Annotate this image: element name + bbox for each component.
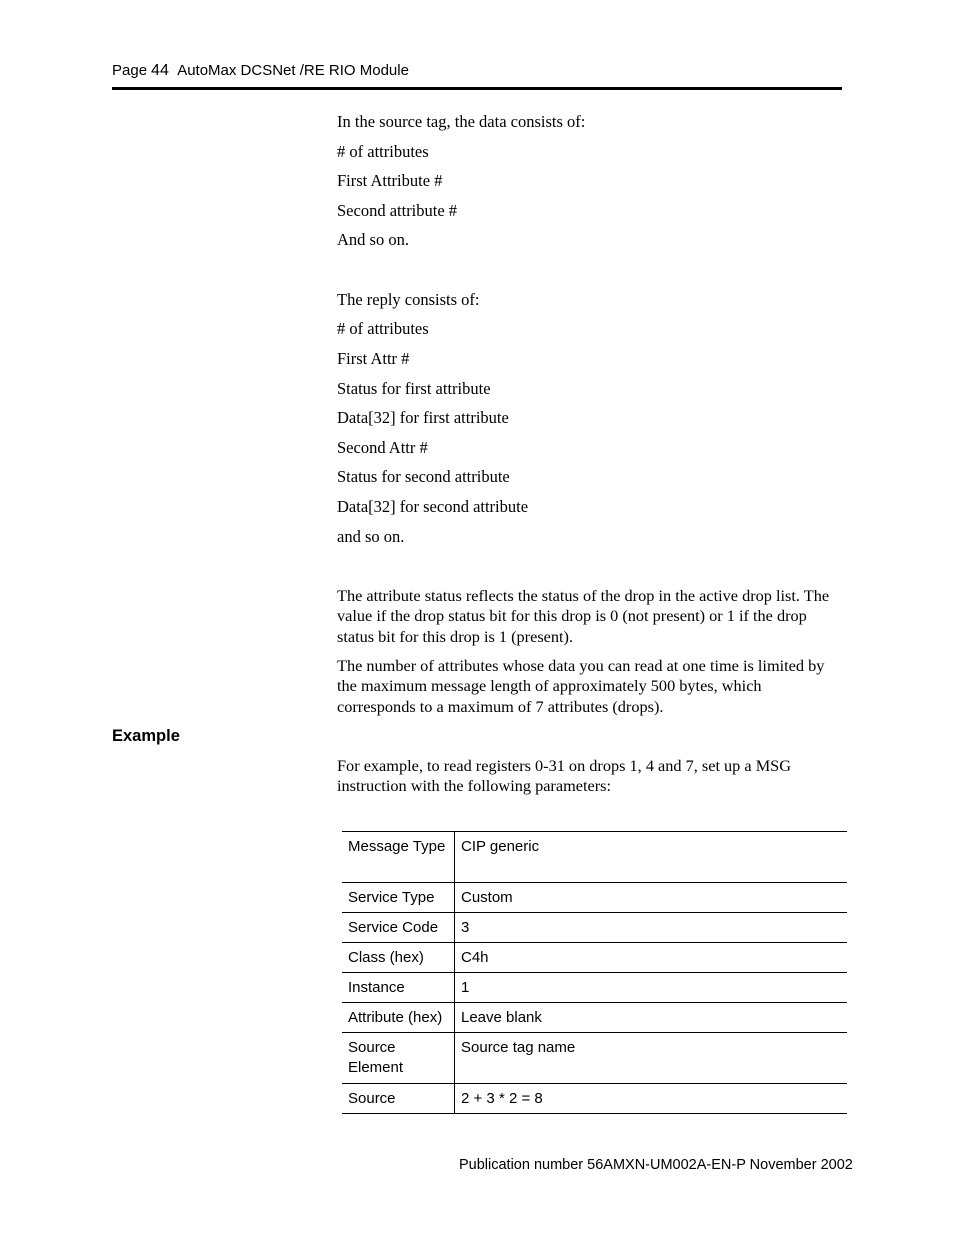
status-paragraph: The attribute status reflects the status of the drop in the active drop list. The value if the drop status bit for this drop is 0 (not present) or 1 if the drop status bit for this drop is 1 (present). bbox=[337, 586, 830, 646]
table-row bbox=[342, 883, 847, 913]
param-key: Class (hex) bbox=[342, 943, 455, 973]
param-key: Attribute (hex) bbox=[342, 1003, 455, 1033]
reply-intro: The reply consists of: bbox=[337, 290, 480, 309]
param-key: Message Type bbox=[342, 832, 455, 883]
limit-paragraph: The number of attributes whose data you can read at one time is limited by the maximum message length of approximately 500 bytes, which corresponds to a maximum of 7 attributes (drops). bbox=[337, 656, 825, 716]
param-value: 2 + 3 * 2 = 8 bbox=[455, 1084, 848, 1114]
table-row bbox=[342, 832, 847, 883]
example-intro: For example, to read registers 0-31 on drops 1, 4 and 7, set up a MSG instruction with the following parameters: bbox=[337, 756, 791, 796]
reply-item: Data[32] for first attribute bbox=[337, 408, 509, 427]
document-title: AutoMax DCSNet /RE RIO Module bbox=[177, 62, 409, 79]
param-key: Source bbox=[342, 1084, 455, 1114]
source-tag-intro: In the source tag, the data consists of: bbox=[337, 112, 586, 131]
source-tag-item: First Attribute # bbox=[337, 171, 443, 190]
param-key: Source Element bbox=[342, 1033, 455, 1084]
page-header bbox=[112, 62, 409, 80]
param-key: Service Type bbox=[342, 883, 455, 913]
table-row bbox=[342, 973, 847, 1003]
reply-item: Second Attr # bbox=[337, 438, 428, 457]
source-tag-item: # of attributes bbox=[337, 142, 429, 161]
param-value: Custom bbox=[455, 883, 848, 913]
param-value: Source tag name bbox=[455, 1033, 848, 1084]
source-tag-item: Second attribute # bbox=[337, 201, 458, 220]
reply-item: First Attr # bbox=[337, 349, 410, 368]
page-number: 44 bbox=[151, 62, 169, 79]
param-value: 3 bbox=[455, 913, 848, 943]
example-heading: Example bbox=[112, 727, 180, 745]
param-value: 1 bbox=[455, 973, 848, 1003]
table-row bbox=[342, 943, 847, 973]
reply-item: Data[32] for second attribute bbox=[337, 497, 529, 516]
header-rule bbox=[112, 87, 842, 90]
publication-footer: Publication number 56AMXN-UM002A-EN-P November 2002 bbox=[459, 1157, 853, 1173]
source-tag-item: And so on. bbox=[337, 230, 409, 249]
page-label: Page bbox=[112, 62, 148, 79]
reply-item: Status for second attribute bbox=[337, 467, 510, 486]
table-row bbox=[342, 1003, 847, 1033]
param-key: Instance bbox=[342, 973, 455, 1003]
parameters-table bbox=[342, 831, 847, 1114]
reply-item: Status for first attribute bbox=[337, 379, 491, 398]
param-value: CIP generic bbox=[455, 832, 848, 883]
table-row bbox=[342, 1084, 847, 1114]
param-value: C4h bbox=[455, 943, 848, 973]
table-row bbox=[342, 913, 847, 943]
reply-item: # of attributes bbox=[337, 319, 429, 338]
param-value: Leave blank bbox=[455, 1003, 848, 1033]
table-row bbox=[342, 1033, 847, 1084]
param-key: Service Code bbox=[342, 913, 455, 943]
reply-item: and so on. bbox=[337, 527, 405, 546]
